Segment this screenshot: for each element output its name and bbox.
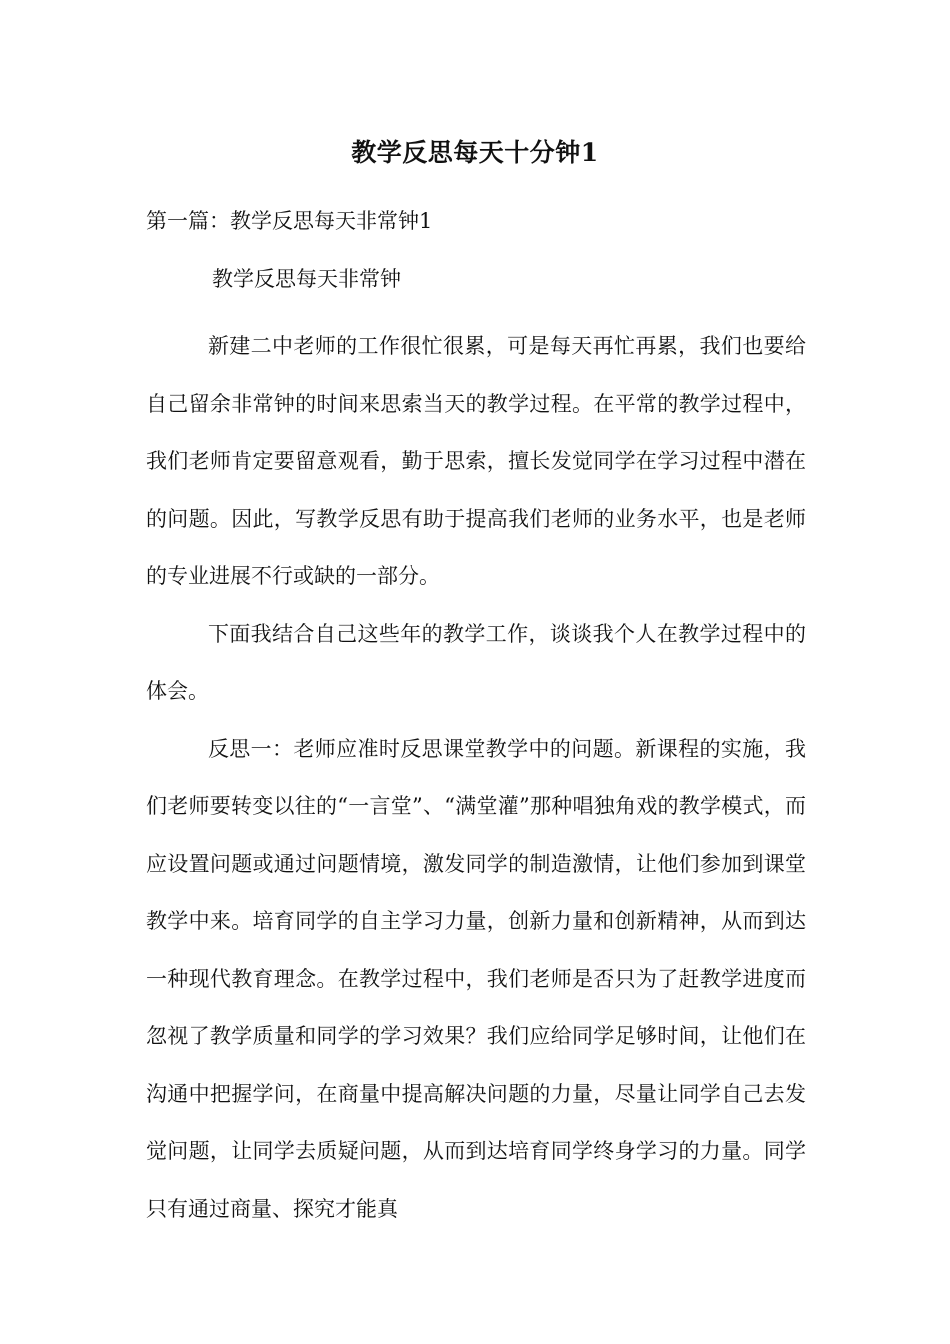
document-title: 教学反思每天十分钟1 bbox=[351, 138, 599, 167]
body-text bbox=[146, 318, 806, 1238]
paragraph-intro: 新建二中老师的工作很忙很累，可是每天再忙再累，我们也要给自己留余非常钟的时间来思索当天的教学过程。在平常的教学过程中，我们老师肯定要留意观看，勤于思索，擅长发觉同学在学习过程中潜在的问题。因此，写教学反思有助于提高我们老师的业务水平，也是老师的专业进展不行或缺的一部分。 bbox=[146, 334, 806, 588]
paragraph-overview: 下面我结合自己这些年的教学工作，谈谈我个人在教学过程中的体会。 bbox=[146, 621, 806, 703]
paragraph-reflection-one: 反思一：老师应准时反思课堂教学中的问题。新课程的实施，我们老师要转变以往的“一言堂”、“满堂灌”那种唱独角戏的教学模式，而应设置问题或通过问题情境，激发同学的制造激情，让他们参加到课堂教学中来。培育同学的自主学习力量，创新力量和创新精神，从而到达一种现代教育理念。在教学过程中，我们老师是否只为了赶教学进度而忽视了教学质量和同学的学习效果？我们应给同学足够时间，让他们在沟通中把握学问，在商量中提高解决问题的力量，尽量让同学自己去发觉问题，让同学去质疑问题，从而到达培育同学终身学习的力量。同学只有通过商量、探究才能真 bbox=[146, 736, 806, 1221]
article-heading: 教学反思每天非常钟 bbox=[212, 267, 401, 291]
section-heading: 第一篇：教学反思每天非常钟1 bbox=[146, 209, 433, 233]
